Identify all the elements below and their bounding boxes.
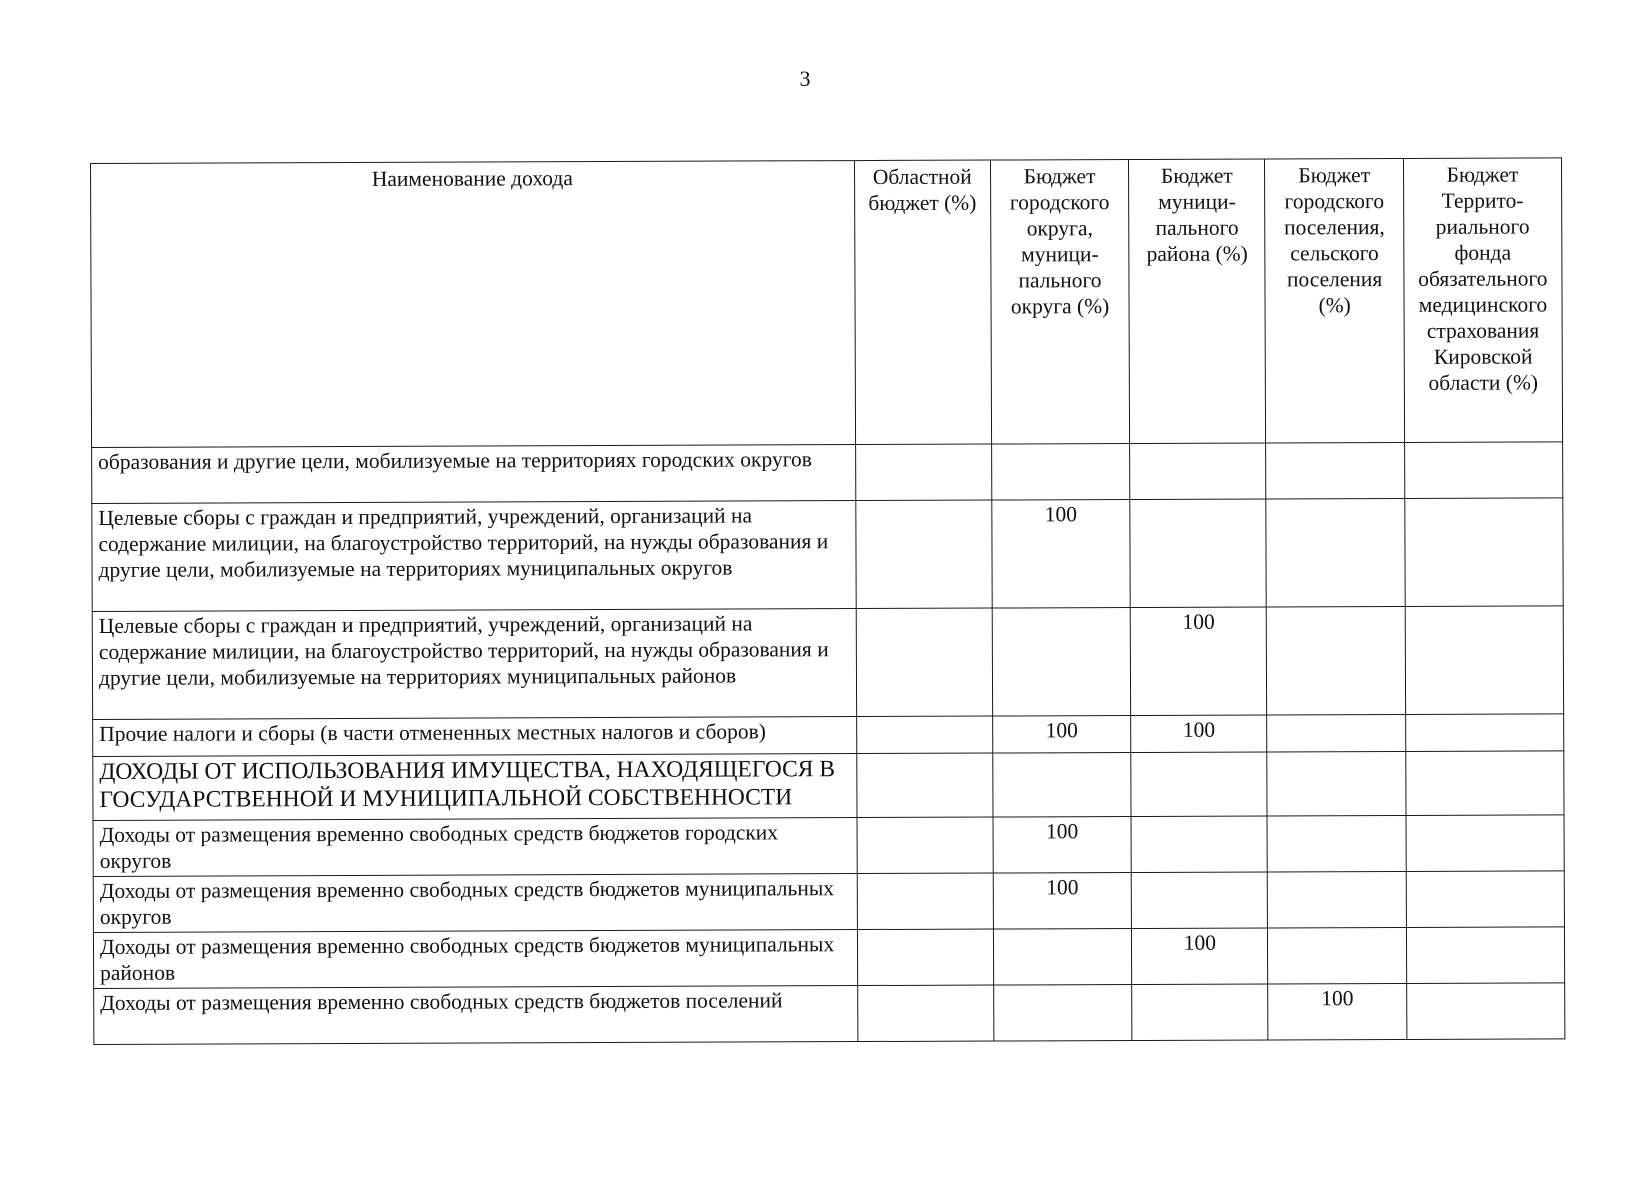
header-tfoms-budget: Бюджет Террито-риального фонда обязательного медицинского страхования Кировской области (%)	[1403, 158, 1562, 443]
tfoms-value-cell	[1406, 871, 1564, 928]
revenue-name-cell: образования и другие цели, мобилизуемые на территориях городских округов	[92, 445, 856, 504]
table-row	[92, 606, 1563, 720]
tfoms-value-cell	[1406, 815, 1564, 872]
section-heading-row	[93, 751, 1564, 821]
mun-raion-value-cell	[1131, 816, 1267, 873]
tfoms-value-cell	[1406, 751, 1564, 816]
oblast-value-cell	[856, 753, 993, 818]
page-number: 3	[799, 66, 811, 91]
table-row	[93, 714, 1564, 757]
tfoms-value-cell	[1406, 983, 1564, 1040]
header-municipal-raion-budget: Бюджет муници-пального района (%)	[1129, 159, 1266, 444]
header-city-okrug-budget: Бюджет городского округа, муници-пального округа (%)	[990, 160, 1129, 445]
poselenie-value-cell	[1266, 442, 1405, 499]
mun-raion-value-cell	[1130, 443, 1266, 500]
mun-raion-value-cell: 100	[1131, 715, 1267, 753]
mun-raion-value-cell: 100	[1132, 928, 1268, 985]
mun-raion-value-cell	[1132, 984, 1268, 1041]
mun-raion-value-cell	[1131, 752, 1268, 817]
revenue-distribution-table	[90, 157, 1565, 1045]
mun-raion-value-cell	[1131, 872, 1267, 929]
tfoms-value-cell	[1405, 714, 1563, 752]
header-revenue-name: Наименование дохода	[91, 161, 856, 448]
table-row	[93, 815, 1564, 877]
table-header-row	[91, 158, 1563, 448]
city-okrug-value-cell	[993, 929, 1132, 986]
poselenie-value-cell: 100	[1268, 983, 1407, 1040]
revenue-name-cell: Доходы от размещения временно свободных средств бюджетов поселений	[94, 986, 858, 1045]
city-okrug-value-cell: 100	[993, 817, 1132, 874]
poselenie-value-cell	[1267, 714, 1406, 752]
poselenie-value-cell	[1267, 606, 1406, 715]
city-okrug-value-cell	[993, 753, 1132, 818]
oblast-value-cell	[855, 444, 991, 501]
table-row	[93, 871, 1564, 933]
poselenie-value-cell	[1267, 815, 1406, 872]
poselenie-value-cell	[1268, 871, 1407, 928]
header-settlement-budget: Бюджет городского поселения, сельского поселения (%)	[1265, 158, 1404, 443]
poselenie-value-cell	[1266, 498, 1405, 607]
mun-raion-value-cell	[1130, 499, 1267, 608]
oblast-value-cell	[857, 929, 993, 986]
tfoms-value-cell	[1405, 606, 1564, 715]
city-okrug-value-cell	[992, 608, 1131, 717]
city-okrug-value-cell: 100	[992, 716, 1131, 754]
oblast-value-cell	[855, 500, 992, 609]
table-container	[90, 157, 1565, 1045]
city-okrug-value-cell: 100	[993, 873, 1132, 930]
mun-raion-value-cell: 100	[1130, 607, 1267, 716]
oblast-value-cell	[857, 817, 993, 874]
oblast-value-cell	[857, 985, 993, 1042]
revenue-name-cell: Целевые сборы с граждан и предприятий, учреждений, организаций на содержание милиции, на благоустройство территорий, на нужды образования и другие цели, мобилизуемые на территориях муниципальных округов	[92, 501, 856, 612]
table-row	[93, 927, 1564, 989]
revenue-name-cell: Доходы от размещения временно свободных средств бюджетов муниципальных округов	[93, 874, 857, 933]
city-okrug-value-cell	[994, 985, 1133, 1042]
revenue-name-cell: Прочие налоги и сборы (в части отмененных местных налогов и сборов)	[93, 717, 857, 757]
poselenie-value-cell	[1267, 751, 1406, 816]
city-okrug-value-cell	[991, 444, 1130, 501]
table-row	[92, 498, 1563, 612]
tfoms-value-cell	[1405, 498, 1564, 607]
revenue-name-cell: Доходы от размещения временно свободных средств бюджетов муниципальных районов	[93, 930, 857, 989]
tfoms-value-cell	[1406, 927, 1564, 984]
table-row	[92, 442, 1563, 504]
revenue-name-cell: Доходы от размещения временно свободных средств бюджетов городских округов	[93, 818, 857, 877]
header-oblast-budget: Областной бюджет (%)	[854, 160, 991, 445]
poselenie-value-cell	[1268, 927, 1407, 984]
section-heading-cell: ДОХОДЫ ОТ ИСПОЛЬЗОВАНИЯ ИМУЩЕСТВА, НАХОДЯЩЕГОСЯ В ГОСУДАРСТВЕННОЙ И МУНИЦИПАЛЬНОЙ СОБСТВЕННОСТИ	[93, 754, 857, 821]
revenue-name-cell: Целевые сборы с граждан и предприятий, учреждений, организаций на содержание милиции, на благоустройство территорий, на нужды образования и другие цели, мобилизуемые на территориях муниципальных районов	[92, 609, 856, 720]
oblast-value-cell	[856, 716, 992, 754]
oblast-value-cell	[857, 873, 993, 930]
city-okrug-value-cell: 100	[992, 500, 1131, 609]
oblast-value-cell	[856, 608, 993, 717]
tfoms-value-cell	[1404, 442, 1562, 499]
table-row	[94, 983, 1565, 1045]
